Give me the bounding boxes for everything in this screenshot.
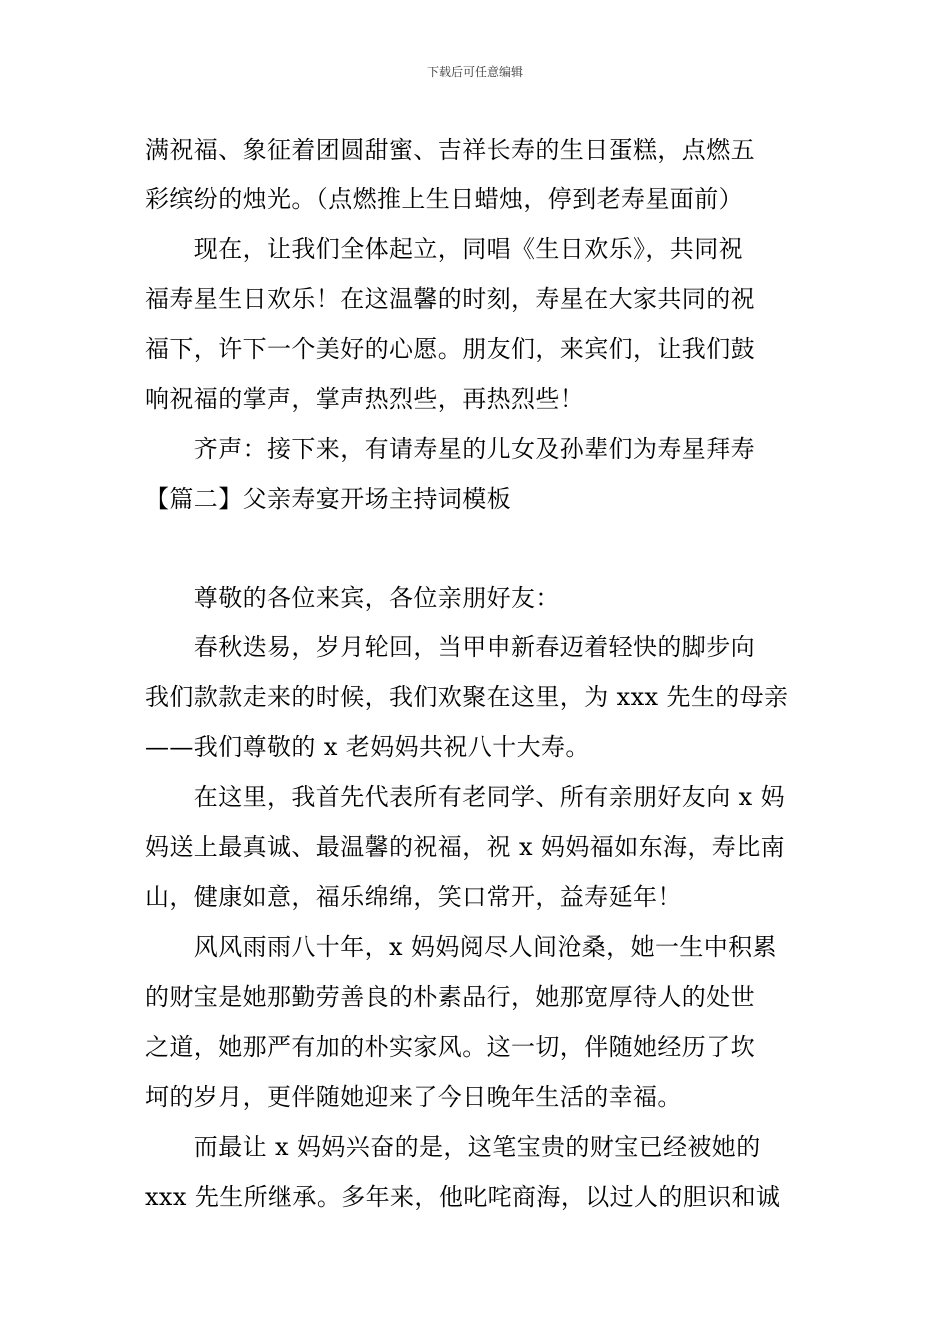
body-line-5: 福下，许下一个美好的心愿。朋友们，来宾们，让我们鼓 <box>145 335 755 363</box>
body-line-1: 满祝福、象征着团圆甜蜜、吉祥长寿的生日蛋糕，点燃五 <box>145 136 755 164</box>
body-line-7: 齐声：接下来，有请寿星的儿女及孙辈们为寿星拜寿 <box>145 435 755 463</box>
body-line-9: 尊敬的各位来宾，各位亲朋好友： <box>145 584 560 612</box>
body-line-14: 妈送上最真诚、最温馨的祝福，祝 x 妈妈福如东海，寿比南 <box>145 833 785 861</box>
page-header-note: 下载后可任意编辑 <box>426 65 523 79</box>
body-line-11: 我们款款走来的时候，我们欢聚在这里，为 xxx 先生的母亲 <box>145 683 789 711</box>
body-line-2: 彩缤纷的烛光。（点燃推上生日蜡烛，停到老寿星面前） <box>145 185 743 213</box>
body-line-16: 风风雨雨八十年，x 妈妈阅尽人间沧桑，她一生中积累 <box>145 933 777 961</box>
body-line-15: 山，健康如意，福乐绵绵，笑口常开，益寿延年！ <box>145 883 682 911</box>
body-line-10: 春秋迭易，岁月轮回，当甲申新春迈着轻快的脚步向 <box>145 633 755 661</box>
body-line-6: 响祝福的掌声，掌声热烈些，再热烈些！ <box>145 385 585 413</box>
body-line-20: 而最让 x 妈妈兴奋的是，这笔宝贵的财宝已经被她的 <box>145 1133 761 1161</box>
body-line-13: 在这里，我首先代表所有老同学、所有亲朋好友向 x 妈 <box>145 783 785 811</box>
body-line-19: 坷的岁月，更伴随她迎来了今日晚年生活的幸福。 <box>145 1083 682 1111</box>
body-line-3: 现在，让我们全体起立，同唱《生日欢乐》，共同祝 <box>145 235 743 263</box>
body-line-18: 之道，她那严有加的朴实家风。这一切，伴随她经历了坎 <box>145 1033 755 1061</box>
section-heading: 【篇二】父亲寿宴开场主持词模板 <box>145 485 511 513</box>
body-line-17: 的财宝是她那勤劳善良的朴素品行，她那宽厚待人的处世 <box>145 983 755 1011</box>
body-line-12: ——我们尊敬的 x 老妈妈共祝八十大寿。 <box>145 733 590 761</box>
body-line-21: xxx 先生所继承。多年来，他叱咤商海，以过人的胆识和诚 <box>145 1183 781 1211</box>
body-line-4: 福寿星生日欢乐！在这温馨的时刻，寿星在大家共同的祝 <box>145 285 755 313</box>
